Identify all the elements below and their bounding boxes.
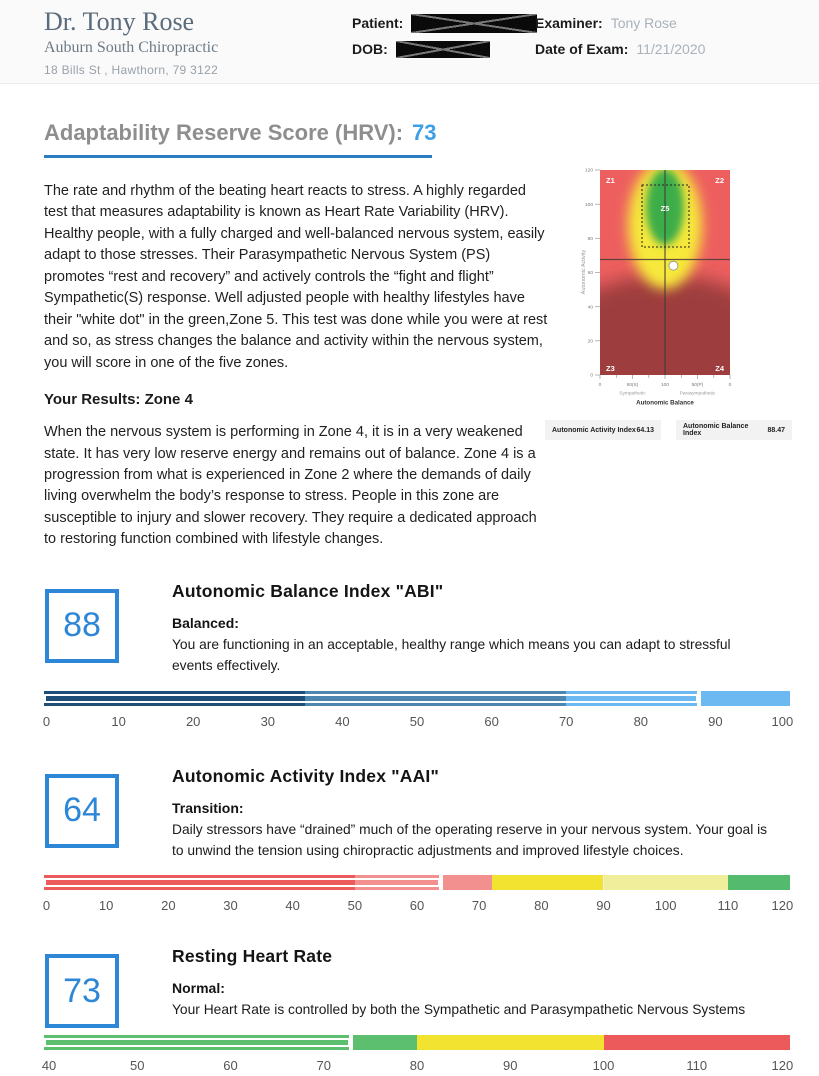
gauge-tick-label: 20 (185, 713, 201, 729)
y-tick-60: 60 (587, 271, 593, 277)
results-heading: Your Results: Zone 4 (44, 391, 193, 409)
gauge-tick-label: 90 (503, 1057, 518, 1073)
gauge-tick-label: 60 (484, 713, 499, 729)
gauge-tick-label: 50 (130, 1057, 145, 1073)
clinic-address: 18 Bills St , Hawthorn, 79 3122 (44, 63, 219, 77)
patient-id-block (352, 12, 537, 64)
report-body (0, 84, 819, 1076)
rhr-description: Your Heart Rate is controlled by both the Sympathetic and Parasympathetic Nervous Systems (172, 1002, 746, 1018)
exam-date-value: 11/21/2020 (636, 41, 706, 57)
zone-plot-svg (545, 165, 817, 410)
gauge-value-marker (697, 691, 701, 706)
report-header (0, 0, 819, 84)
gauge-tick-label: 110 (717, 898, 739, 914)
aai-status: Transition: (172, 799, 244, 816)
gauge-tick-label: 10 (98, 898, 114, 914)
aai-text-block (172, 766, 775, 862)
aai-gauge-track (44, 875, 790, 890)
gauge-tick-label: 40 (41, 1057, 57, 1073)
zone-chart-footer (545, 420, 817, 440)
aai-score: 64 (63, 791, 101, 830)
gauge-indicator-line (44, 1038, 350, 1047)
zone-label-z2: Z2 (715, 176, 724, 185)
doctor-name: Dr. Tony Rose (44, 7, 195, 36)
y-tick-0: 0 (590, 373, 593, 379)
dob-label: DOB: (352, 41, 388, 57)
gauge-tick-label: 40 (335, 713, 350, 729)
abi-heading: Autonomic Balance Index "ABI" (172, 580, 444, 601)
x-tick-0-right: 0 (728, 383, 732, 388)
gauge-tick-label: 20 (161, 898, 176, 914)
intro-text-column (44, 181, 551, 551)
x-tick-0-left: 0 (598, 383, 602, 388)
zone-label-z5: Z5 (660, 204, 670, 213)
gauge-tick-label: 10 (111, 713, 126, 729)
abi-score-box (45, 589, 119, 663)
patient-label: Patient: (352, 15, 404, 31)
dob-row (352, 38, 537, 60)
gauge-tick-label: 90 (708, 713, 723, 729)
activity-index-chip (545, 420, 661, 440)
activity-index-label: Autonomic Activity Index (552, 426, 636, 434)
gauge-tick-label: 100 (654, 898, 677, 914)
gauge-tick-label: 120 (771, 1057, 794, 1073)
gauge-tick-label: 90 (596, 898, 611, 914)
metric-section-rhr (41, 946, 794, 1075)
rhr-gauge-ticks (41, 1057, 794, 1076)
zone-label-z3: Z3 (606, 364, 615, 373)
gauge-tick-label: 40 (285, 898, 300, 914)
exam-date-row (535, 38, 705, 60)
gauge-tick-label: 80 (534, 898, 549, 914)
zone-label-z1: Z1 (606, 176, 615, 185)
examiner-row (535, 12, 705, 34)
y-tick-20: 20 (587, 339, 593, 345)
y-tick-40: 40 (587, 305, 593, 311)
gauge-tick-label: 120 (771, 898, 794, 914)
patient-row (352, 12, 537, 34)
gauge-tick-label: 0 (42, 713, 51, 729)
gauge-value-marker (349, 1035, 353, 1050)
x-sublabel-sympathetic: Sympathetic (619, 391, 646, 397)
x-axis-title: Autonomic Balance (636, 399, 694, 407)
gauge-tick-label: 110 (686, 1057, 708, 1073)
balance-index-label: Autonomic Balance Index (683, 423, 749, 437)
aai-description: Daily stressors have “drained” much of the operating reserve in your nervous system. Your goal is to unwind the tension using chiropractic adjustments and improved lifestyle choices. (172, 821, 768, 858)
gauge-tick-label: 80 (633, 713, 649, 729)
gauge-tick-label: 80 (409, 1057, 425, 1073)
exam-date-label: Date of Exam: (535, 41, 629, 57)
results-paragraph: When the nervous system is performing in Zone 4, it is in a very weakened state. It has very low reserve energy and remains out of balance. Zone 4 is a progression from what is experienced in Zone 2 where the demands of daily living overwhelm the body’s response to stress. People in this zone are susceptible to injury and slower recovery. They require a dedicated approach to restoring function combined with lifestyle changes. (44, 424, 537, 548)
dob-redacted (396, 41, 490, 58)
metric-section-abi (42, 580, 794, 732)
x-tick-50p: 50(P) (691, 383, 704, 388)
gauge-segment (604, 1035, 791, 1050)
gauge-tick-label: 70 (558, 713, 574, 729)
y-tick-100: 100 (584, 202, 593, 208)
gauge-tick-label: 0 (42, 898, 51, 914)
practice-name: Auburn South Chiropractic (44, 39, 219, 56)
balance-index-value: 88.47 (767, 426, 785, 434)
rhr-score: 73 (63, 971, 101, 1010)
activity-index-value: 64.13 (636, 426, 654, 434)
zone-chart (545, 165, 817, 440)
abi-text-block (172, 581, 775, 677)
aai-gauge-ticks (42, 898, 794, 916)
title-underline (44, 155, 432, 158)
abi-gauge-track (44, 691, 790, 706)
gauge-indicator-line (44, 694, 698, 703)
white-dot-marker (669, 261, 678, 270)
gauge-tick-label: 30 (223, 898, 238, 914)
x-sublabel-parasympathetic: Parasympathetic (679, 391, 716, 397)
gauge-indicator-line (44, 878, 440, 887)
rhr-gauge (41, 1035, 794, 1076)
rhr-gauge-track (44, 1035, 790, 1050)
gauge-segment (417, 1035, 604, 1050)
intro-paragraph: The rate and rhythm of the beating heart reacts to stress. A highly regarded test that measures adaptability is known as Heart Rate Variability (HRV). Healthy people, with a fully charged and well-balanced nervous system, easily adapt to those stresses. Their Parasympathetic Nervous System (PS) promotes “rest and recovery” and actively controls the “fight and flight” Sympathetic(S) response. Well adjusted people with healthy lifestyles have their "white dot" in the green,Zone 5. This test was done while you were at rest and so, as stress changes the balance and activity within the nervous system, you will score in one of the five zones. (44, 183, 548, 371)
patient-name-redacted (411, 14, 537, 33)
examiner-value: Tony Rose (610, 15, 677, 31)
aai-heading: Autonomic Activity Index "AAI" (172, 765, 439, 786)
gauge-tick-label: 100 (771, 713, 794, 729)
examiner-label: Examiner: (535, 15, 603, 31)
abi-description: You are functioning in an acceptable, healthy range which means you can adapt to stressful events effectively. (172, 636, 731, 674)
x-tick-100: 100 (660, 383, 670, 388)
metric-section-aai (42, 765, 794, 917)
gauge-segment (728, 875, 790, 890)
page-title (44, 120, 775, 146)
abi-gauge (42, 691, 794, 732)
gauge-segment (604, 875, 728, 890)
abi-status: Balanced: (172, 614, 239, 631)
intro-section (44, 168, 785, 551)
rhr-score-box (45, 954, 119, 1028)
aai-score-box (45, 774, 119, 848)
balance-index-chip (676, 420, 792, 440)
rhr-status: Normal: (172, 980, 225, 997)
y-axis-title: Autonomic Activity (581, 249, 587, 295)
gauge-value-marker (439, 875, 443, 890)
gauge-tick-label: 50 (347, 898, 363, 914)
gauge-tick-label: 60 (409, 898, 425, 914)
y-tick-80: 80 (587, 236, 593, 242)
gauge-tick-label: 50 (409, 713, 425, 729)
y-tick-120: 120 (584, 168, 593, 174)
x-tick-50s: 50(S) (626, 383, 639, 388)
clinic-block (44, 7, 218, 77)
gauge-tick-label: 60 (223, 1057, 238, 1073)
gauge-tick-label: 70 (316, 1057, 331, 1073)
gauge-tick-label: 30 (260, 713, 276, 729)
exam-info-block (535, 12, 705, 64)
abi-gauge-ticks (42, 713, 794, 732)
gauge-segment (492, 875, 604, 890)
aai-gauge (42, 875, 794, 916)
rhr-heading: Resting Heart Rate (172, 946, 333, 967)
gauge-tick-label: 70 (471, 898, 487, 914)
title-score: 73 (412, 120, 437, 145)
rhr-text-block (172, 946, 775, 1020)
zone-label-z4: Z4 (715, 364, 724, 373)
title-label: Adaptability Reserve Score (HRV): (44, 120, 404, 145)
gauge-tick-label: 100 (592, 1057, 615, 1073)
abi-score: 88 (63, 606, 101, 645)
